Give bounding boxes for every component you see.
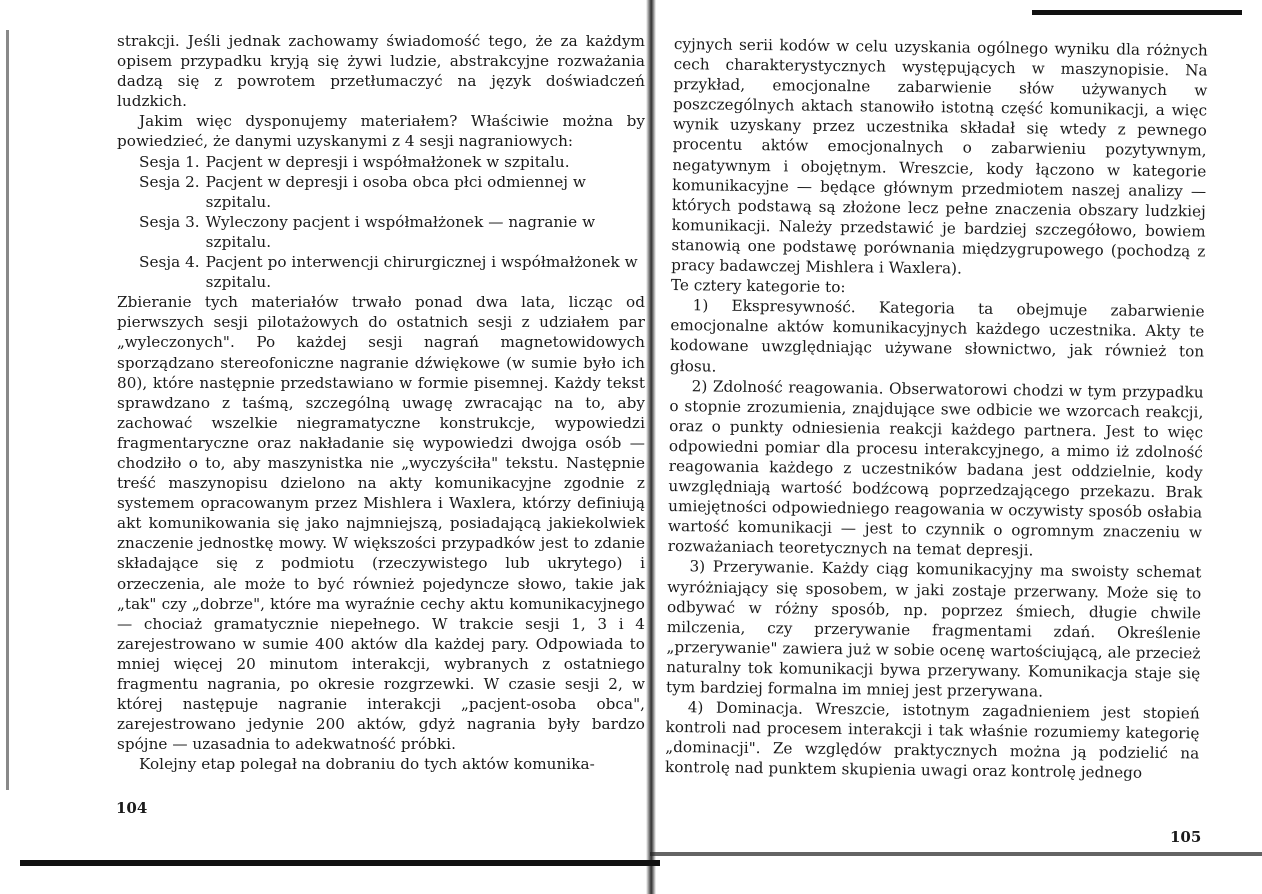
paragraph: 4) Dominacja. Wreszcie, istotnym zagadnieniem jest stopień kontroli nad procesem interakcji i tak właśnie rozumiemy kategorię „dominacji". Ze względów praktycznych można ją podzielić na kontrolę nad punktem skupienia uwagi oraz kontrolę jednego bbox=[664, 698, 1200, 783]
right-page bbox=[650, 0, 1262, 894]
paragraph: 2) Zdolność reagowania. Obserwatorowi chodzi w tym przypadku o stopnie zrozumienia, znajdujące swe odbicie we wzorcach reakcji, oraz o punkty odniesienia reakcji każdego partnera. Jest to więc odpowiedni pomiar dla procesu interakcyjnego, a mimo iż zdolność reagowania każdego z uczestników badana jest oddzielnie, kody uwzględniają wartość bodźcową poprzedzającego przekazu. Brak umiejętności odpowiedniego reagowania w oczywisty sposób osłabia wartość komunikacji — jest to czynnik o ogromnym znaczeniu w rozważaniach teoretycznych na temat depresji. bbox=[667, 376, 1204, 560]
page-edge-shadow bbox=[650, 852, 1262, 856]
session-text: Pacjent w depresji i osoba obca płci odmiennej w szpitalu. bbox=[205, 172, 586, 211]
right-text-column bbox=[665, 34, 1208, 784]
page-number: 105 bbox=[1170, 828, 1202, 846]
left-text-column bbox=[117, 31, 645, 774]
session-item bbox=[139, 252, 645, 292]
page-edge-shadow bbox=[1032, 10, 1242, 15]
session-text: Wyleczony pacjent i współmałżonek — nagranie w szpitalu. bbox=[205, 212, 596, 251]
page-number: 104 bbox=[116, 799, 148, 817]
book-gutter bbox=[646, 0, 656, 894]
page-edge-shadow bbox=[6, 30, 9, 790]
paragraph: 1) Ekspresywność. Kategoria ta obejmuje zabarwienie emocjonalne aktów komunikacyjnych każdego uczestnika. Akty te kodowane uwzględniając używane słownictwo, jak również ton głosu. bbox=[669, 296, 1205, 376]
paragraph: Kolejny etap polegał na dobraniu do tych aktów komunika- bbox=[139, 755, 595, 774]
paragraph: Te cztery kategorie to: bbox=[670, 276, 846, 297]
session-text: Pacjent w depresji i współmałżonek w szpitalu. bbox=[205, 152, 570, 171]
paragraph: strakcji. Jeśli jednak zachowamy świadomość tego, że za każdym opisem przypadku kryją się żywi ludzie, abstrakcyjne rozważania dadzą się z powrotem przetłumaczyć na język doświadczeń ludzkich. bbox=[117, 32, 645, 111]
paragraph: 3) Przerywanie. Każdy ciąg komunikacyjny ma swoisty schemat wyróżniający się sposobem, w jaki zostaje przerwany. Może się to odbywać w różny sposób, np. poprzez śmiech, długie chwile milczenia, czy przerywanie fragmentami zdań. Określenie „przerywanie" zawiera już w sobie ocenę wartościującą, ale przecież naturalny tok komunikacji bywa przerywany. Komunikacja staje się tym bardziej formalna im mniej jest przerywana. bbox=[665, 557, 1202, 701]
session-label: Sesja 1. bbox=[139, 152, 200, 171]
page-edge-shadow bbox=[20, 860, 660, 866]
paragraph: cyjnych serii kodów w celu uzyskania ogólnego wyniku dla różnych cech charakterystycznych występujących w maszynopisie. Na przykład, emocjonalne zabarwienie słów używanych w poszczególnych aktach stanowiło istotną część komunikacji, a więc wynik uzyskany przez uczestnika składał się wtedy z pewnego procentu aktów emocjonalnych o zabarwieniu pozytywnym, negatywnym i obojętnym. Wreszcie, kody łączono w kategorie komunikacyjne — będące głównym przedmiotem naszej analizy — których podstawą są złożone lecz pełne znaczenia obszary ludzkiej komunikacji. Należy przedstawić je bardziej szczegółowo, bowiem stanowią one podstawę porównania międzygrupowego (pochodzą z pracy badawczej Mishlera i Waxlera). bbox=[671, 34, 1208, 278]
paragraph: Jakim więc dysponujemy materiałem? Właściwie można by powiedzieć, że danymi uzyskanymi z 4 sesji nagraniowych: bbox=[117, 112, 645, 151]
session-item bbox=[139, 212, 645, 252]
session-item bbox=[139, 172, 645, 212]
session-list bbox=[117, 152, 645, 293]
session-label: Sesja 2. bbox=[139, 172, 200, 191]
session-item bbox=[139, 152, 645, 172]
paragraph: Zbieranie tych materiałów trwało ponad dwa lata, licząc od pierwszych sesji pilotażowych do ostatnich sesji z udziałem par „wyleczonych". Po każdej sesji nagrań magnetowidowych sporządzano stereofoniczne nagranie dźwiękowe (w sumie było ich 80), które następnie przedstawiano w formie pisemnej. Każdy tekst sprawdzano z taśmą, szczególną uwagę zwracając na to, aby zachować wszelkie niegramatyczne konstrukcje, wypowiedzi fragmentaryczne oraz nakładanie się wypowiedzi dwojga osób — chodziło o to, aby maszynistka nie „wyczyściła" tekstu. Następnie treść maszynopisu dzielono na akty komunikacyjne zgodnie z systemem opracowanym przez Mishlera i Waxlera, którzy definiują akt komunikowania się jako najmniejszą, posiadającą jakiekolwiek znaczenie jednostkę mowy. W większości przypadków jest to zdanie składające się z podmiotu (rzeczywistego lub ukrytego) i orzeczenia, ale może to być również pojedyncze słowo, takie jak „tak" czy „dobrze", które ma wyraźnie cechy aktu komunikacyjnego — chociaż gramatycznie niepełnego. W trakcie sesji 1, 3 i 4 zarejestrowano w sumie 400 aktów dla każdej pary. Odpowiada to mniej więcej 20 minutom interakcji, wybranych z ostatniego fragmentu nagrania, po okresie rozgrzewki. W czasie sesji 2, w której następuje nagranie interakcji „pacjent-osoba obca", zarejestrowano jedynie 200 aktów, gdyż nagrania były bardzo spójne — uzasadnia to adekwatność próbki. bbox=[117, 293, 645, 754]
session-label: Sesja 3. bbox=[139, 212, 200, 231]
session-text: Pacjent po interwencji chirurgicznej i współmałżonek w szpitalu. bbox=[205, 253, 638, 292]
session-label: Sesja 4. bbox=[139, 253, 200, 272]
